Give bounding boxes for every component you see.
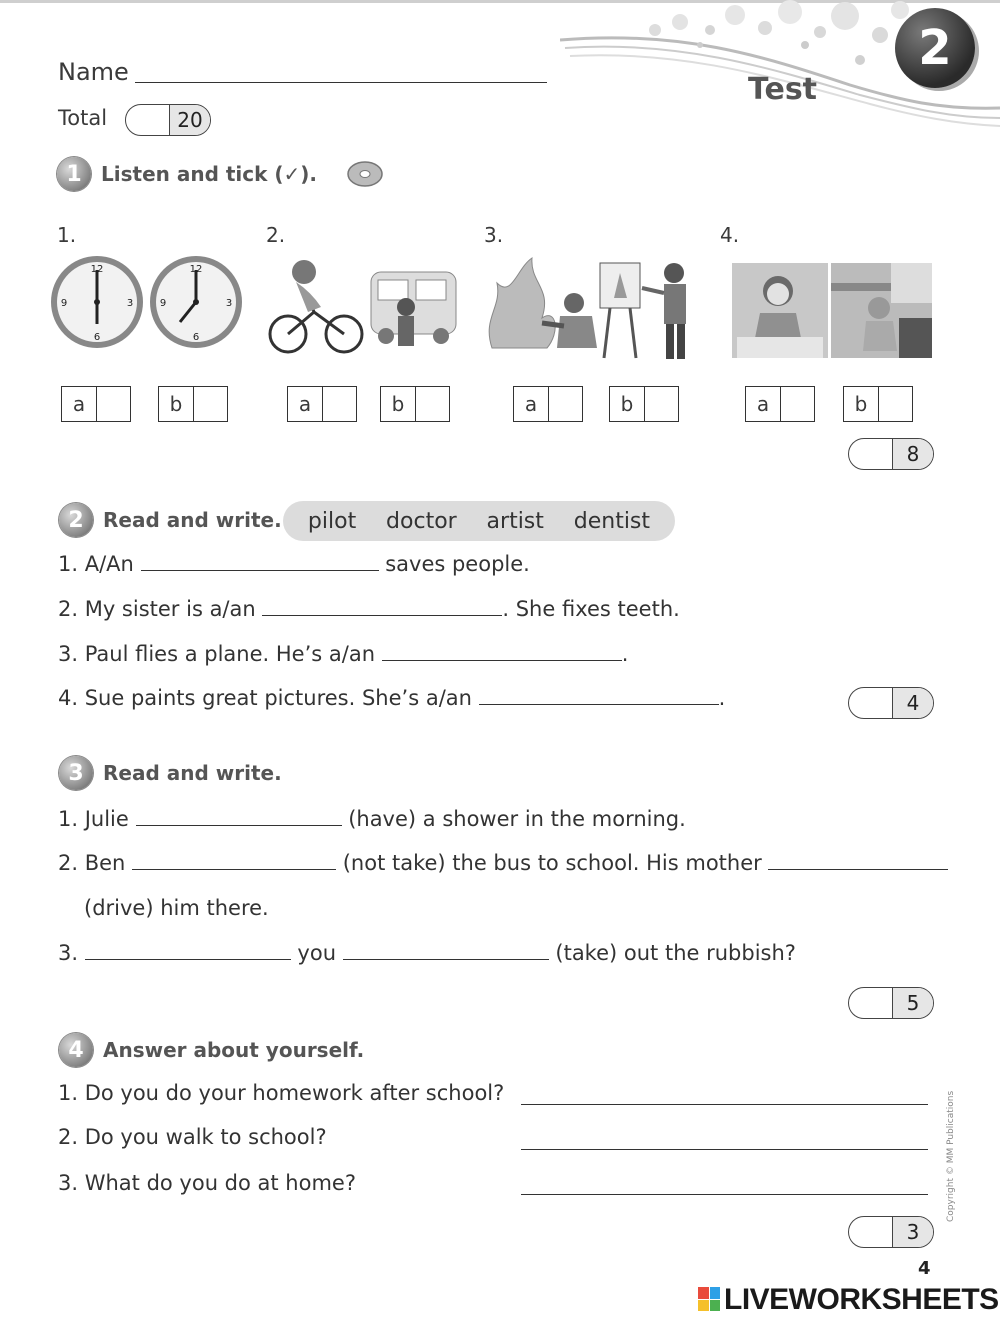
item3-option-a[interactable]: a (513, 386, 583, 422)
section4-title: Answer about yourself. (103, 1038, 365, 1062)
section1-title: Listen and tick (✓). (101, 162, 318, 186)
svg-text:12: 12 (189, 264, 203, 275)
section4-score-pill (848, 1216, 934, 1248)
svg-text:3: 3 (225, 298, 233, 309)
s3-question-2: 2. Ben (not take) the bus to school. His mother (58, 851, 948, 875)
section2-title: Read and write. (103, 508, 282, 532)
s4-answer-2[interactable] (521, 1149, 928, 1150)
item2-option-b[interactable]: b (380, 386, 450, 422)
item2-option-a[interactable]: a (287, 386, 357, 422)
s4-question-2: 2. Do you walk to school? (58, 1125, 327, 1149)
total-score-input[interactable] (126, 105, 169, 135)
clocks-picture (50, 252, 245, 352)
girl-in-room-picture (831, 263, 932, 358)
svg-text:12: 12 (90, 264, 104, 275)
s4-question-3: 3. What do you do at home? (58, 1171, 356, 1195)
section3-score-pill (848, 987, 934, 1019)
name-field[interactable] (135, 82, 547, 83)
section1-number-badge: 1 (57, 157, 91, 191)
s2-question-2: 2. My sister is a/an . She fixes teeth. (58, 597, 680, 621)
section3-number-badge: 3 (59, 756, 93, 790)
word-bank (283, 501, 675, 541)
item1-label: 1. (57, 223, 77, 247)
section2-score-value: 4 (892, 688, 933, 718)
total-score-pill (125, 104, 211, 136)
section4-number-badge: 4 (59, 1033, 93, 1067)
svg-text:9: 9 (60, 298, 68, 309)
s4-question-1: 1. Do you do your homework after school? (58, 1081, 505, 1105)
s2-question-1: 1. A/An saves people. (58, 552, 530, 576)
section4-score-input[interactable] (849, 1217, 892, 1247)
section4-score-value: 3 (892, 1217, 933, 1247)
s4-answer-3[interactable] (521, 1194, 928, 1195)
cd-icon (345, 159, 385, 189)
word-bank-item: dentist (573, 508, 651, 534)
item4-option-b[interactable]: b (843, 386, 913, 422)
s3-question-2-continued: (drive) him there. (84, 896, 269, 920)
section2-score-input[interactable] (849, 688, 892, 718)
svg-text:3: 3 (126, 298, 134, 309)
svg-text:6: 6 (192, 332, 200, 343)
section3-heading (59, 756, 282, 790)
s3-question-3: 3. you (take) out the rubbish? (58, 941, 796, 965)
s2-q4-answer[interactable] (479, 686, 719, 705)
liveworksheets-logo-icon (698, 1287, 720, 1311)
item3-label: 3. (484, 223, 504, 247)
item1-option-b[interactable]: b (158, 386, 228, 422)
section3-score-value: 5 (892, 988, 933, 1018)
s2-q2-answer[interactable] (262, 597, 502, 616)
s3-question-1: 1. Julie (have) a shower in the morning. (58, 807, 686, 831)
section1-score-value: 8 (892, 439, 933, 469)
unit-number-badge: 2 (895, 8, 975, 88)
s4-answer-1[interactable] (521, 1104, 928, 1105)
section3-title: Read and write. (103, 761, 282, 785)
girl-at-table-picture (732, 263, 828, 358)
s3-q3-answer-1[interactable] (85, 941, 291, 960)
section2-score-pill (848, 687, 934, 719)
word-bank-item: doctor (386, 508, 457, 534)
s3-q1-answer[interactable] (136, 807, 342, 826)
section2-number-badge: 2 (59, 503, 93, 537)
s3-q3-answer-2[interactable] (343, 941, 549, 960)
s2-q1-answer[interactable] (141, 552, 379, 571)
word-bank-item: pilot (307, 508, 357, 534)
page-number: 4 (918, 1258, 931, 1279)
item1-option-a[interactable]: a (61, 386, 131, 422)
section1-score-pill (848, 438, 934, 470)
section4-heading (59, 1033, 364, 1067)
section2-heading (59, 503, 282, 537)
firefighter-and-painter-picture (482, 248, 702, 363)
copyright-text: Copyright © MM Publications (946, 1090, 956, 1222)
total-label: Total (58, 106, 108, 130)
item4-option-a[interactable]: a (745, 386, 815, 422)
word-bank-item: artist (486, 508, 544, 534)
s3-q2-answer-1[interactable] (132, 851, 336, 870)
svg-text:9: 9 (159, 298, 167, 309)
liveworksheets-brand: LIVEWORKSHEETS (724, 1283, 999, 1316)
cyclist-and-bus-picture (266, 252, 461, 357)
s2-question-4: 4. Sue paints great pictures. She’s a/an . (58, 686, 726, 710)
item3-option-b[interactable]: b (609, 386, 679, 422)
test-label: Test (748, 72, 818, 107)
s2-q3-answer[interactable] (382, 642, 622, 661)
item4-label: 4. (720, 223, 740, 247)
s3-q2-answer-2[interactable] (768, 851, 948, 870)
item2-label: 2. (266, 223, 286, 247)
section1-score-input[interactable] (849, 439, 892, 469)
section1-heading (57, 157, 385, 191)
name-label: Name (58, 58, 129, 86)
svg-text:6: 6 (93, 332, 101, 343)
total-score-value: 20 (169, 105, 210, 135)
s2-question-3: 3. Paul flies a plane. He’s a/an . (58, 642, 629, 666)
section3-score-input[interactable] (849, 988, 892, 1018)
